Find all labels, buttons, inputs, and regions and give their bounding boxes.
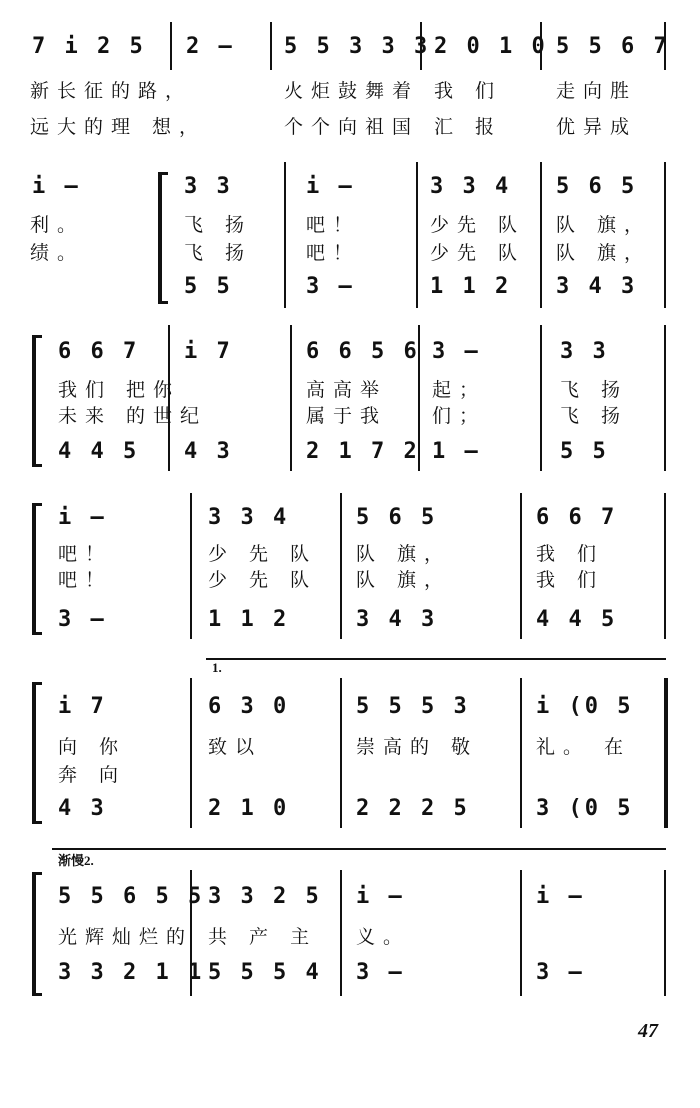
lyric-line-2: 未来 的世纪 <box>58 405 208 427</box>
barline <box>340 870 342 996</box>
brace <box>32 335 36 467</box>
lyric-line-1: 飞 扬 <box>184 214 253 236</box>
lyric-line-2: 飞 扬 <box>560 405 629 427</box>
melody-measure: 7 i 2 5 <box>32 34 146 59</box>
lyric-line-1: 吧！ <box>58 543 113 565</box>
barline <box>520 678 522 828</box>
barline <box>340 678 342 828</box>
lyric-line-1: 火炬鼓舞着 <box>284 80 420 102</box>
melody-measure: 6 6 5 6 <box>306 339 420 364</box>
harmony-measure: 4 4 5 <box>536 607 618 632</box>
volta-bracket <box>52 848 666 850</box>
melody-measure: 2 0 1 0 <box>434 34 548 59</box>
page-number: 47 <box>638 1020 658 1042</box>
melody-measure: i — <box>58 505 107 530</box>
lyric-line-1: 少先 队 <box>430 214 526 236</box>
lyric-line-2: 汇 报 <box>434 116 503 138</box>
barline <box>664 870 666 996</box>
barline <box>170 22 172 70</box>
melody-measure: 3 3 2 5 <box>208 884 322 909</box>
lyric-line-2: 奔 向 <box>58 764 127 786</box>
melody-measure: 6 3 0 <box>208 694 290 719</box>
harmony-measure: 3 4 3 <box>556 274 638 299</box>
barline <box>290 325 292 471</box>
harmony-measure: 3 — <box>58 607 107 632</box>
melody-measure: i (0 5 <box>536 694 634 719</box>
melody-measure: 2 — <box>186 34 235 59</box>
lyric-line-1: 我 们 <box>434 80 503 102</box>
lyric-line-2: 远大的理 想， <box>30 116 207 138</box>
lyric-line-2: 少先 队 <box>430 242 526 264</box>
lyric-line-1: 起； <box>432 379 487 401</box>
volta-2: 渐慢2. <box>58 853 94 868</box>
lyric-line-1: 共 产 主 <box>208 926 318 948</box>
system-3 <box>0 325 700 475</box>
melody-measure: 5 5 6 5 5 <box>58 884 205 909</box>
system-4 <box>0 493 700 643</box>
volta-bracket <box>206 658 666 660</box>
lyric-line-1: 队 旗， <box>356 543 452 565</box>
lyric-line-2: 队 旗， <box>556 242 652 264</box>
harmony-measure: 3 — <box>536 960 585 985</box>
lyric-line-1: 飞 扬 <box>560 379 629 401</box>
melody-measure: 3 3 4 <box>208 505 290 530</box>
barline <box>284 162 286 308</box>
lyric-line-2: 属于我 <box>306 405 388 427</box>
lyric-line-2: 吧！ <box>58 569 113 591</box>
lyric-line-1: 礼。 在 <box>536 736 632 758</box>
barline <box>190 493 192 639</box>
harmony-measure: 4 3 <box>184 439 233 464</box>
repeat-barline <box>664 678 668 828</box>
lyric-line-1: 崇高的 敬 <box>356 736 479 758</box>
lyric-line-2: 飞 扬 <box>184 242 253 264</box>
harmony-measure: 2 1 7 2 <box>306 439 420 464</box>
lyric-line-1: 光辉灿烂的 <box>58 926 194 948</box>
melody-measure: i — <box>536 884 585 909</box>
system-1 <box>0 22 700 142</box>
barline <box>270 22 272 70</box>
lyric-line-2: 吧！ <box>306 242 361 264</box>
barline <box>520 870 522 996</box>
lyric-line-1: 走向胜 <box>556 80 638 102</box>
harmony-measure: 3 — <box>356 960 405 985</box>
lyric-line-2: 优异成 <box>556 116 638 138</box>
harmony-measure: 3 — <box>306 274 355 299</box>
melody-measure: 3 3 4 <box>430 174 512 199</box>
harmony-measure: 1 — <box>432 439 481 464</box>
lyric-line-1: 少 先 队 <box>208 543 318 565</box>
melody-measure: 3 3 <box>184 174 233 199</box>
lyric-line-1: 队 旗， <box>556 214 652 236</box>
barline <box>520 493 522 639</box>
harmony-measure: 3 4 3 <box>356 607 438 632</box>
lyric-line-2: 队 旗， <box>356 569 452 591</box>
harmony-measure: 5 5 <box>560 439 609 464</box>
melody-measure: 5 5 3 3 3 <box>284 34 431 59</box>
melody-measure: i — <box>32 174 81 199</box>
melody-measure: 5 6 5 <box>556 174 638 199</box>
harmony-measure: 5 5 5 4 <box>208 960 322 985</box>
melody-measure: 5 6 5 <box>356 505 438 530</box>
lyric-line-2: 我 们 <box>536 569 605 591</box>
brace <box>158 172 162 304</box>
barline <box>664 162 666 308</box>
harmony-measure: 1 1 2 <box>208 607 290 632</box>
lyric-line-1: 致以 <box>208 736 263 758</box>
system-5 <box>0 660 700 835</box>
lyric-line-1: 高高举 <box>306 379 388 401</box>
barline <box>190 678 192 828</box>
lyric-line-2: 个个向祖国 <box>284 116 420 138</box>
melody-measure: 3 3 <box>560 339 609 364</box>
barline <box>664 325 666 471</box>
melody-measure: i — <box>356 884 405 909</box>
harmony-measure: 3 (0 5 <box>536 796 634 821</box>
system-6 <box>0 848 700 998</box>
brace <box>32 682 36 824</box>
lyric-line-1: 向 你 <box>58 736 127 758</box>
barline <box>416 162 418 308</box>
barline <box>664 493 666 639</box>
harmony-measure: 3 3 2 1 1 <box>58 960 205 985</box>
barline <box>340 493 342 639</box>
volta-1: 1. <box>212 660 222 675</box>
barline <box>540 325 542 471</box>
lyric-line-1: 义。 <box>356 926 411 948</box>
harmony-measure: 4 3 <box>58 796 107 821</box>
brace <box>32 872 36 996</box>
melody-measure: 3 — <box>432 339 481 364</box>
harmony-measure: 2 1 0 <box>208 796 290 821</box>
harmony-measure: 2 2 2 5 <box>356 796 470 821</box>
system-2 <box>0 162 700 312</box>
brace <box>32 503 36 635</box>
lyric-line-2: 们； <box>432 405 487 427</box>
lyric-line-1: 我们 把你 <box>58 379 181 401</box>
melody-measure: i 7 <box>184 339 233 364</box>
melody-measure: 6 6 7 <box>536 505 618 530</box>
melody-measure: 5 5 6 7 <box>556 34 670 59</box>
melody-measure: i 7 <box>58 694 107 719</box>
harmony-measure: 5 5 <box>184 274 233 299</box>
lyric-line-2: 绩。 <box>30 242 85 264</box>
lyric-line-1: 吧！ <box>306 214 361 236</box>
harmony-measure: 4 4 5 <box>58 439 140 464</box>
melody-measure: i — <box>306 174 355 199</box>
melody-measure: 6 6 7 <box>58 339 140 364</box>
barline <box>540 162 542 308</box>
lyric-line-1: 利。 <box>30 214 85 236</box>
lyric-line-2: 少 先 队 <box>208 569 318 591</box>
melody-measure: 5 5 5 3 <box>356 694 470 719</box>
harmony-measure: 1 1 2 <box>430 274 512 299</box>
lyric-line-1: 新长征的路， <box>30 80 193 102</box>
lyric-line-1: 我 们 <box>536 543 605 565</box>
